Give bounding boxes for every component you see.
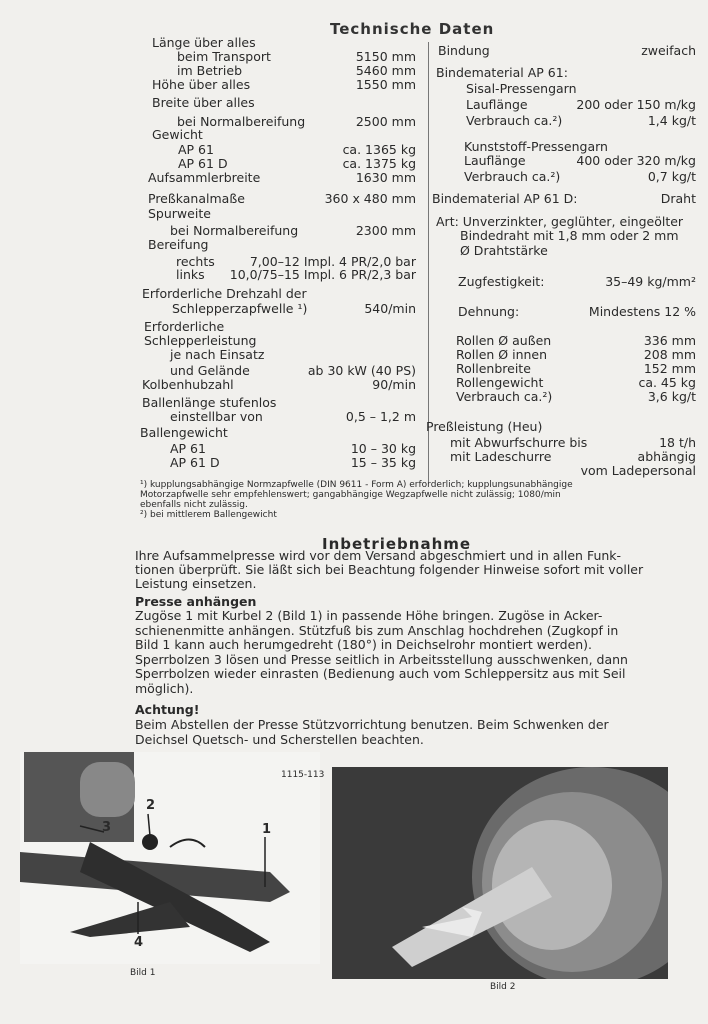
instruction-line: Sperrbolzen wieder einrasten (Bedienung auch vom Schleppersitz aus mit Seil [135,666,626,681]
left-spec-label: je nach Einsatz [170,347,265,362]
right-spec-label: Bindung [438,43,490,58]
right-spec-label: mit Ladeschurre [450,449,552,464]
right-spec-label: Preßleistung (Heu) [426,419,543,434]
left-spec-value: 360 x 480 mm [324,191,416,206]
footnote-line: ¹) kupplungsabhängige Normzapfwelle (DIN 9611 - Form A) erforderlich; kupplungsunabhängige [140,480,573,490]
right-spec-label: Verbrauch ca.²) [456,389,553,404]
left-spec-label: AP 61 [170,441,206,456]
left-spec-label: Höhe über alles [152,77,251,92]
right-spec-label: Bindedraht mit 1,8 mm oder 2 mm [460,228,679,243]
footnote-line: Motorzapfwelle sehr empfehlenswert; gangabhängige Wegzapfwelle nicht zulässig; 1080/min [140,490,561,500]
right-spec-label: Bindematerial AP 61: [436,65,568,80]
right-spec-label: Zugfestigkeit: [458,274,545,289]
right-spec-value: 208 mm [643,347,696,362]
right-spec-value: Draht [660,191,696,206]
right-spec-label: Lauflänge [464,153,526,168]
left-spec-label: Spurweite [148,206,211,221]
callout-2: 2 [146,798,156,813]
left-spec-value: 2300 mm [355,223,416,238]
right-spec-label: Rollen Ø außen [456,333,552,348]
right-spec-label: Bindematerial AP 61 D: [432,191,578,206]
left-spec-label: links [176,267,205,282]
right-spec-value: vom Ladepersonal [580,463,696,478]
left-spec-label: bei Normalbereifung [170,223,299,238]
left-spec-value: 10 – 30 kg [350,441,416,456]
intro-line: Ihre Aufsammelpresse wird vor dem Versand abgeschmiert und in allen Funk- [135,548,622,563]
right-spec-value: ca. 45 kg [638,375,696,390]
left-spec-label: Länge über alles [152,35,256,50]
right-spec-label: Dehnung: [458,304,520,319]
right-spec-value: 0,7 kg/t [647,169,696,184]
section-title: Inbetriebnahme [322,535,472,553]
left-spec-value: 10,0/75–15 Impl. 6 PR/2,3 bar [229,267,416,282]
left-spec-label: AP 61 D [178,156,228,171]
left-spec-label: Ballengewicht [140,425,228,440]
right-spec-label: Sisal-Pressengarn [466,81,577,96]
left-spec-label: Bereifung [148,237,209,252]
left-spec-label: rechts [176,254,215,269]
right-spec-value: 152 mm [643,361,696,376]
instruction-line: Bild 1 kann auch herumgedreht (180°) in Deichselrohr montiert werden). [135,637,593,652]
left-spec-label: Erforderliche [144,319,225,334]
footnote-line: ebenfalls nicht zulässig. [140,500,248,510]
left-spec-value: 15 – 35 kg [350,455,416,470]
warning-line: Beim Abstellen der Presse Stützvorrichtung benutzen. Beim Schwenken der [135,717,609,732]
left-spec-label: im Betrieb [177,63,243,78]
left-spec-value: 90/min [372,377,416,392]
figure-1-drawing [20,752,320,964]
right-spec-label: Verbrauch ca.²) [464,169,561,184]
left-spec-label: und Gelände [170,363,250,378]
left-spec-value: ca. 1375 kg [342,156,416,171]
left-spec-value: ab 30 kW (40 PS) [307,363,416,378]
right-spec-label: Ø Drahtstärke [460,243,548,258]
right-spec-value: 35–49 kg/mm² [605,274,696,289]
right-spec-value: 3,6 kg/t [647,389,696,404]
left-spec-label: AP 61 D [170,455,220,470]
left-spec-value: 0,5 – 1,2 m [345,409,416,424]
right-spec-label: Rollen Ø innen [456,347,548,362]
subsection-title: Presse anhängen [135,594,257,609]
footnote-line: ²) bei mittlerem Ballengewicht [140,510,277,520]
figure-2-photo [332,767,668,979]
left-spec-value: 1550 mm [355,77,416,92]
left-spec-value: 5150 mm [355,49,416,64]
left-spec-value: 540/min [364,301,416,316]
right-spec-label: Rollenbreite [456,361,531,376]
right-spec-value: 400 oder 320 m/kg [576,153,696,168]
left-spec-value: ca. 1365 kg [342,142,416,157]
right-spec-value: Mindestens 12 % [588,304,696,319]
left-spec-label: einstellbar von [170,409,263,424]
left-spec-label: Schlepperleistung [144,333,257,348]
left-spec-value: 2500 mm [355,114,416,129]
column-divider [428,42,429,482]
left-spec-value: 7,00–12 Impl. 4 PR/2,0 bar [249,254,416,269]
intro-line: tionen überprüft. Sie läßt sich bei Beachtung folgender Hinweise sofort mit voller [135,562,644,577]
instruction-line: schienenmitte anhängen. Stützfuß bis zum Anschlag hochdrehen (Zugkopf in [135,622,619,638]
right-spec-value: 1,4 kg/t [647,113,696,128]
left-spec-label: Schlepperzapfwelle ¹) [172,301,308,316]
left-spec-label: Aufsammlerbreite [148,170,261,185]
right-spec-value: zweifach [641,43,696,58]
warning-line: Deichsel Quetsch- und Scherstellen beachten. [135,731,424,747]
figure-2-caption: Bild 2 [490,982,516,992]
right-spec-label: Lauflänge [466,97,528,112]
left-spec-value: 1630 mm [355,170,416,185]
right-spec-value: 18 t/h [659,435,696,450]
figure-1-code: 1115-113 [281,770,325,780]
instruction-line: möglich). [135,680,194,696]
right-spec-label: Kunststoff-Pressengarn [464,139,608,154]
right-spec-label: mit Abwurfschurre bis [450,435,588,450]
callout-4: 4 [134,935,144,950]
left-spec-label: Breite über alles [152,95,255,110]
warning-title: Achtung! [135,702,200,717]
figure-1-caption: Bild 1 [130,968,156,978]
right-spec-value: 336 mm [643,333,696,348]
intro-line: Leistung einsetzen. [135,576,257,591]
callout-3: 3 [102,820,112,835]
left-spec-label: bei Normalbereifung [177,114,306,129]
instruction-line: Zugöse 1 mit Kurbel 2 (Bild 1) in passende Höhe bringen. Zugöse in Acker- [135,608,603,623]
left-spec-label: Gewicht [152,127,203,142]
left-spec-label: Preßkanalmaße [148,191,245,206]
callout-1: 1 [262,822,272,837]
right-spec-value: 200 oder 150 m/kg [576,97,696,112]
right-spec-label: Verbrauch ca.²) [466,113,563,128]
right-spec-label: Art: Unverzinkter, geglühter, eingeölter [436,214,684,229]
left-spec-label: Erforderliche Drehzahl der [142,286,307,301]
page-title: Technische Daten [330,20,495,38]
left-spec-value: 5460 mm [355,63,416,78]
left-spec-label: beim Transport [177,49,271,64]
left-spec-label: AP 61 [178,142,214,157]
left-spec-label: Kolbenhubzahl [142,377,234,392]
right-spec-label: Rollengewicht [456,375,544,390]
instruction-line: Sperrbolzen 3 lösen und Presse seitlich in Arbeitsstellung ausschwenken, dann [135,651,628,667]
left-spec-label: Ballenlänge stufenlos [142,395,277,410]
right-spec-value: abhängig [637,449,696,464]
